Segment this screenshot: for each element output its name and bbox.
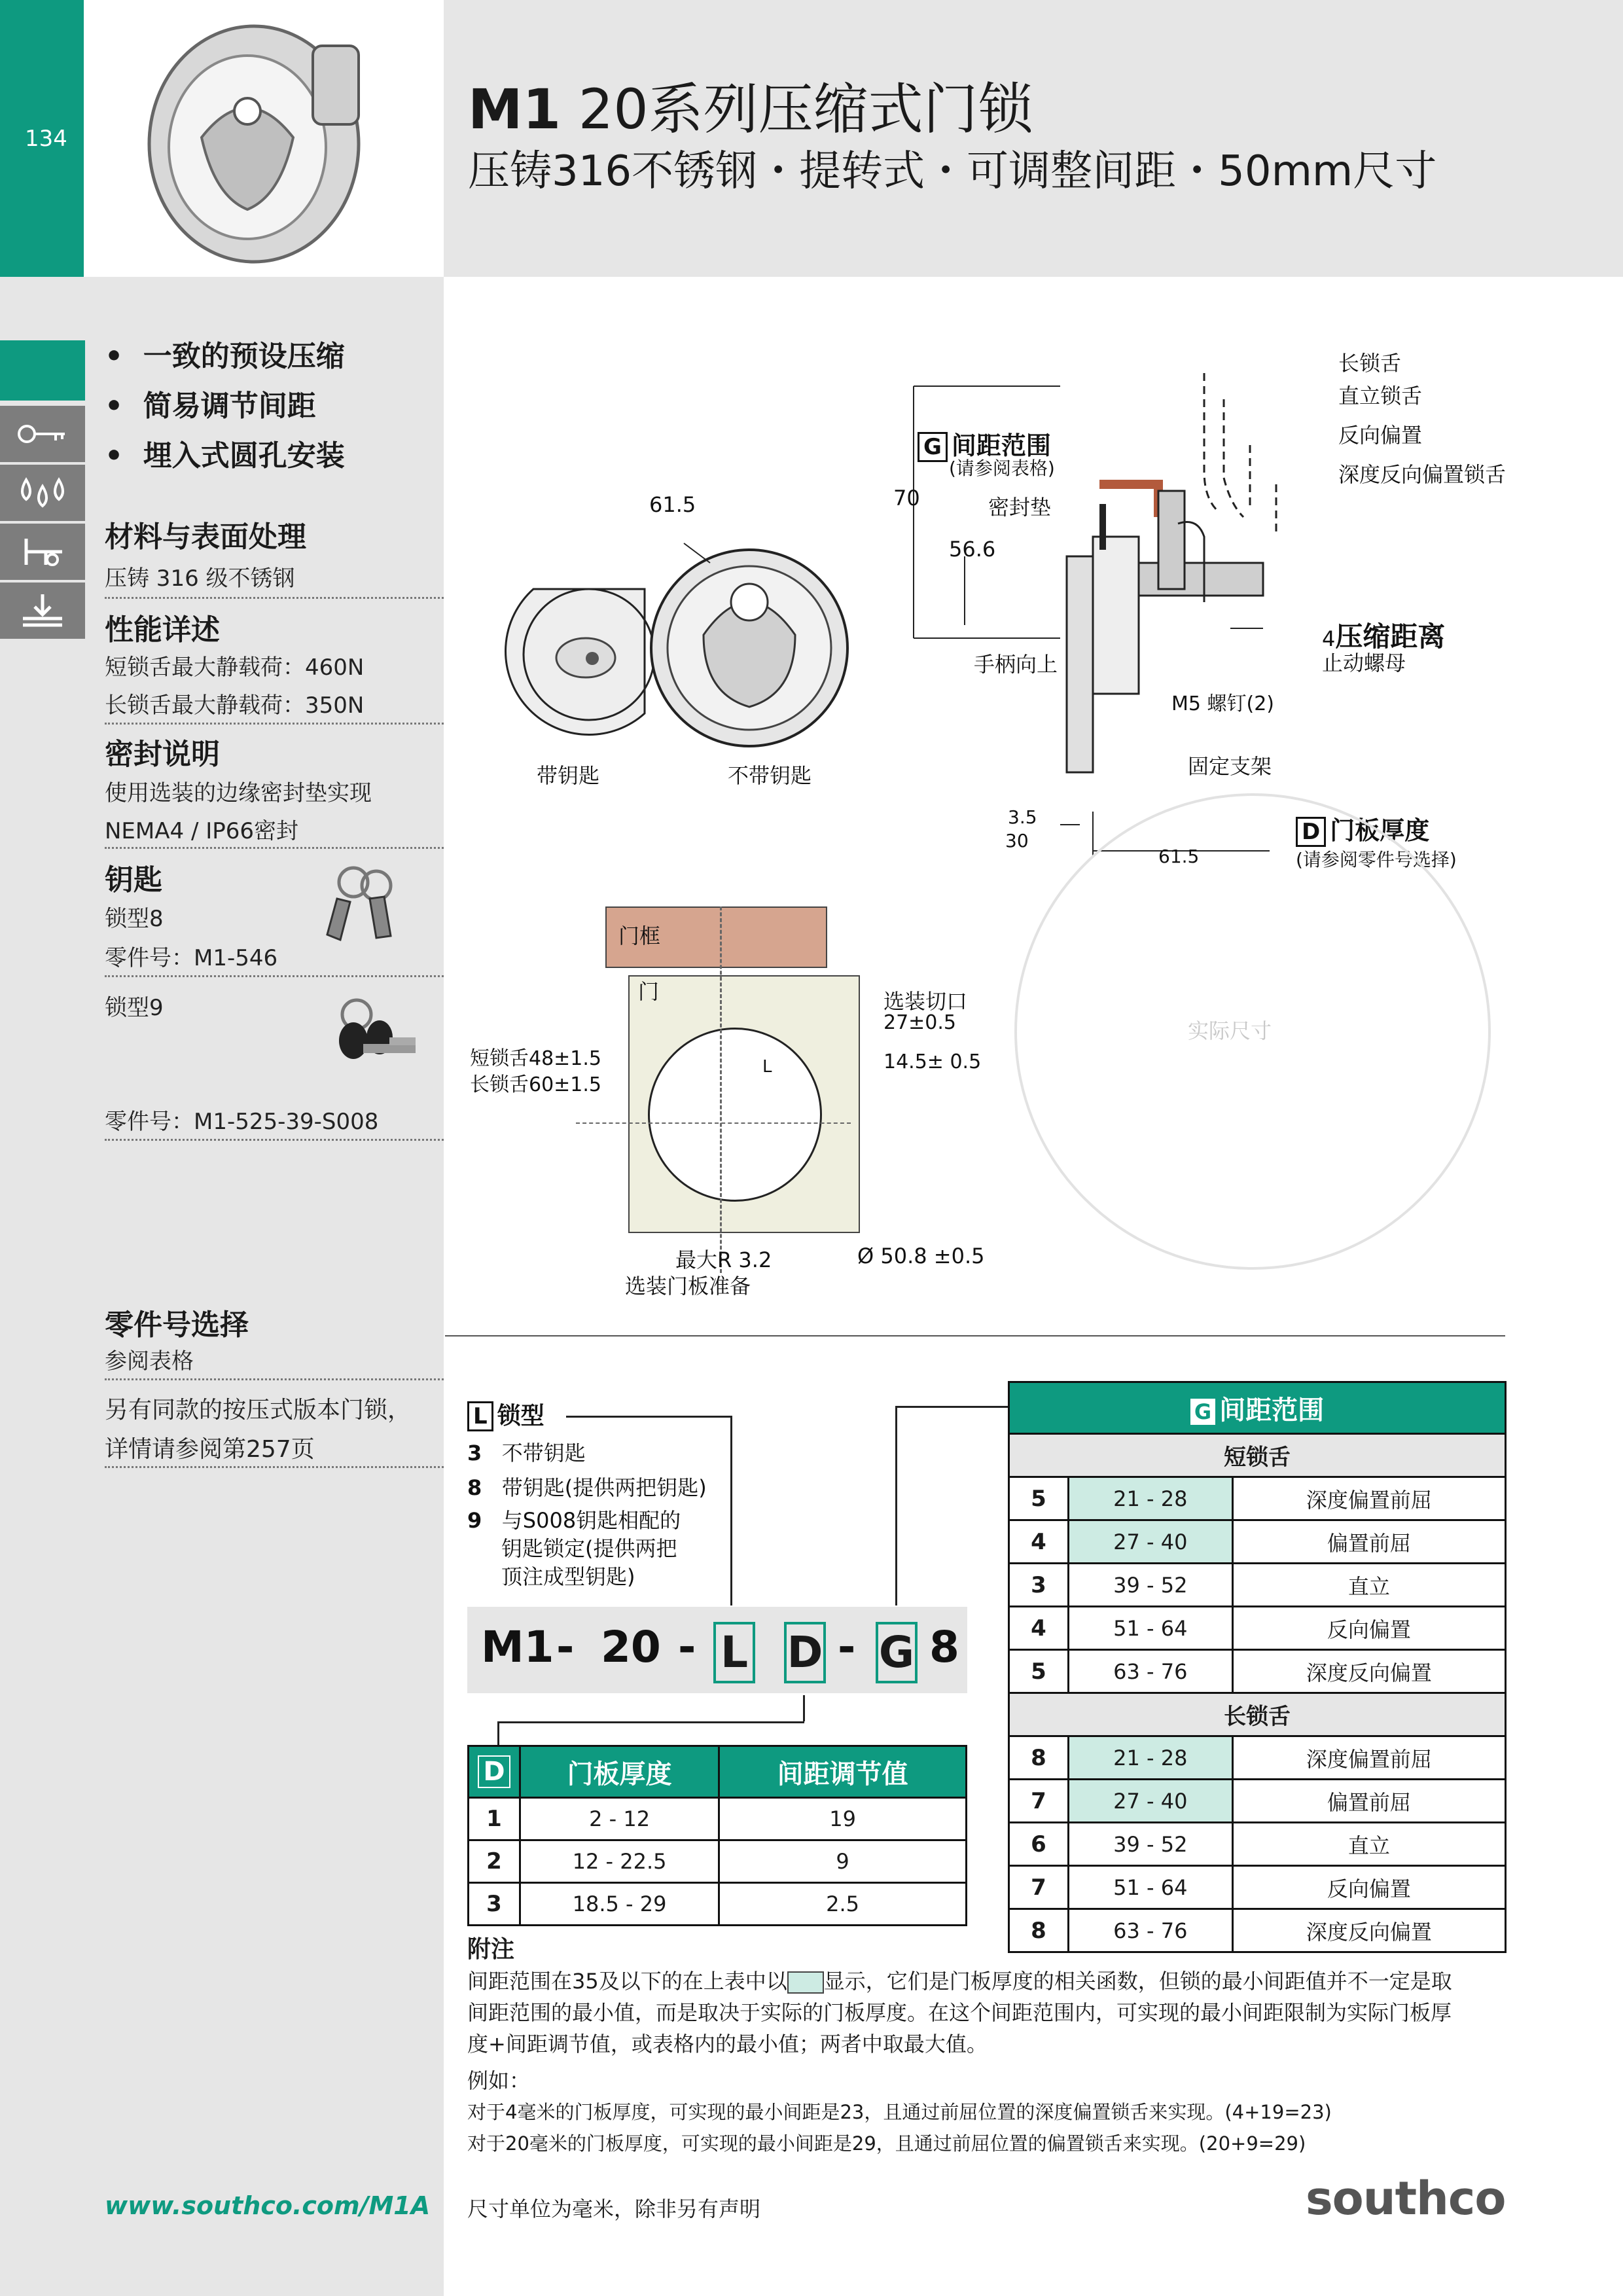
cell: 39 - 52: [1069, 1823, 1233, 1866]
website-link[interactable]: www.southco.com/M1A: [105, 2191, 431, 2220]
table-title: G 间距范围: [1009, 1382, 1506, 1434]
key-icon: [0, 406, 85, 462]
pn-prefix: M1: [481, 1622, 554, 1672]
lock-type-item-cont: 钥匙锁定(提供两把: [501, 1536, 677, 1561]
cell: 51 - 64: [1069, 1866, 1233, 1909]
table-row: [1009, 1477, 1506, 1520]
cell: 63 - 76: [1069, 1909, 1233, 1952]
optional-cutout-label: 选装切口: [883, 989, 968, 1014]
cutout-circle: [648, 1028, 822, 1202]
page-title: M1 20系列压缩式门锁: [468, 77, 1033, 141]
keys-heading: 钥匙: [105, 863, 162, 897]
performance-heading: 性能详述: [105, 613, 220, 647]
handle-up-label: 手柄向上: [974, 652, 1058, 677]
key-part-9: 零件号：M1-525-39-S008: [105, 1109, 379, 1135]
table-row: [1009, 1866, 1506, 1909]
latch-icon: [0, 524, 85, 580]
door-thickness-note: (请参阅零件号选择): [1296, 849, 1457, 870]
part-select-line: 参阅表格: [105, 1348, 194, 1374]
notes-paragraph: 度+间距调节值，或表格内的最小值；两者中取最大值。: [467, 2032, 988, 2056]
cell: 19: [719, 1798, 967, 1840]
pn-dash: -: [678, 1622, 696, 1672]
table-row: [1009, 1564, 1506, 1607]
door-thickness-label: D 门板厚度: [1296, 810, 1429, 847]
cell: 6: [1009, 1823, 1069, 1866]
units-note: 尺寸单位为毫米，除非另有声明: [467, 2197, 761, 2221]
dim-30: 30: [1005, 830, 1029, 852]
frame-label: 门框: [618, 924, 661, 948]
cell: 深度反向偏置: [1232, 1909, 1505, 1952]
notes-example: 对于20毫米的门板厚度，可实现的最小间距是29，且通过前屈位置的偏置锁舌来实现。(20+9=29): [467, 2132, 1306, 2155]
m5-screw-label: M5 螺钉(2): [1171, 692, 1275, 715]
cell: 27 - 40: [1069, 1520, 1233, 1564]
table-header: [469, 1746, 967, 1798]
table-row: [1009, 1607, 1506, 1650]
key-type-9: 锁型9: [105, 995, 164, 1021]
divider: [105, 1466, 444, 1468]
lock-type-item: 8 带钥匙(提供两把钥匙): [467, 1475, 707, 1500]
feature-bullet: • 埋入式圆孔安装: [105, 439, 345, 473]
grip-range-table: [1008, 1381, 1507, 1953]
cell: 8: [1009, 1909, 1069, 1952]
divider: [105, 1378, 444, 1380]
southco-logo: southco: [1306, 2172, 1506, 2225]
with-key-label: 带钥匙: [537, 763, 600, 788]
cell: 反向偏置: [1232, 1866, 1505, 1909]
connector-line: [566, 1416, 731, 1418]
feature-bullet: • 一致的预设压缩: [105, 340, 345, 373]
materials-heading: 材料与表面处理: [105, 520, 306, 554]
bracket-label: 固定支架: [1188, 754, 1272, 779]
cell: 8: [1009, 1736, 1069, 1780]
cell: 7: [1009, 1866, 1069, 1909]
door-label: 门: [638, 979, 660, 1004]
grip-range-note: (请参阅表格): [949, 457, 1055, 479]
cell: 12 - 22.5: [520, 1840, 719, 1883]
cell: 深度反向偏置: [1232, 1650, 1505, 1693]
connector-line: [730, 1416, 732, 1605]
cell: 1: [469, 1798, 520, 1840]
cell: 2 - 12: [520, 1798, 719, 1840]
dim-70: 70: [893, 486, 920, 511]
long-tongue-heading: 长锁舌: [1009, 1693, 1506, 1736]
part-select-line: 另有同款的按压式版本门锁，: [105, 1397, 412, 1424]
connector-line: [895, 1406, 897, 1605]
gasket-label: 密封垫: [988, 495, 1052, 520]
long-tongue-dim: 长锁舌60±1.5: [470, 1073, 602, 1096]
page-subtitle: 压铸316不锈钢・提转式・可调整间距・50mm尺寸: [468, 147, 1437, 196]
front-dim-61-5: 61.5: [649, 492, 696, 517]
cell: 18.5 - 29: [520, 1883, 719, 1926]
pn-series: 20: [601, 1622, 661, 1672]
table-subheader: [1009, 1434, 1506, 1477]
cell: 深度偏置前屈: [1232, 1477, 1505, 1520]
centerline: [720, 906, 722, 1273]
part-select-line: 详情请参阅第257页: [105, 1436, 315, 1463]
l-mark: L: [762, 1057, 772, 1077]
cell: 5: [1009, 1477, 1069, 1520]
deep-reverse-label: 深度反向偏置锁舌: [1338, 462, 1507, 487]
table-row: [469, 1840, 967, 1883]
reverse-offset-label: 反向偏置: [1338, 423, 1423, 448]
notes-paragraph: 间距范围在35及以下的在上表中以 显示，它们是门板厚度的相关函数，但锁的最小间距值并不一定是取: [467, 1969, 1452, 1994]
dim-61-5-side: 61.5: [1158, 846, 1200, 867]
cell: 偏置前屈: [1232, 1520, 1505, 1564]
connector-line: [803, 1695, 805, 1721]
lock-type-item: 3 不带钥匙: [467, 1441, 586, 1465]
short-tongue-dim: 短锁舌48±1.5: [470, 1047, 602, 1070]
pn-door-slot[interactable]: D: [784, 1622, 826, 1683]
cell: 39 - 52: [1069, 1564, 1233, 1607]
feature-bullet: • 简易调节间距: [105, 389, 316, 423]
highlight-swatch: [787, 1971, 824, 1994]
panel-prep-label: 选装门板准备: [625, 1274, 751, 1299]
dim-27: 27±0.5: [883, 1011, 957, 1034]
side-view-drawing: [903, 340, 1309, 867]
lock-type-heading: L 锁型: [467, 1397, 544, 1431]
table-row: [1009, 1823, 1506, 1866]
divider: [105, 1139, 444, 1141]
column-header: 门板厚度: [520, 1746, 719, 1798]
door-thickness-table: [467, 1745, 967, 1926]
cell: 深度偏置前屈: [1232, 1736, 1505, 1780]
short-tongue-heading: 短锁舌: [1009, 1434, 1506, 1477]
sidebar-accent: [0, 340, 85, 401]
compression-label: 4压缩距离: [1322, 620, 1446, 653]
cell: 9: [719, 1840, 967, 1883]
notes-example-heading: 例如：: [467, 2068, 531, 2093]
table-row: [1009, 1780, 1506, 1823]
max-radius-label: 最大R 3.2: [675, 1247, 772, 1272]
dim-3-5: 3.5: [1008, 806, 1037, 828]
cell: 偏置前屈: [1232, 1780, 1505, 1823]
key-type-8: 锁型8: [105, 906, 164, 932]
pn-lock-type-slot[interactable]: L: [713, 1622, 755, 1683]
pn-grip-slot[interactable]: G: [876, 1622, 918, 1683]
divider: [105, 597, 444, 599]
black-key-image: [324, 992, 422, 1073]
pn-dash: -: [838, 1622, 856, 1672]
performance-line: 短锁舌最大静载荷：460N: [105, 655, 365, 681]
cell: 直立: [1232, 1823, 1505, 1866]
table-letter: D: [469, 1746, 520, 1798]
table-header: [1009, 1382, 1506, 1434]
notes-section: [467, 1934, 1514, 2159]
key-part-8: 零件号：M1-546: [105, 945, 278, 971]
dim-14-5: 14.5± 0.5: [883, 1050, 982, 1073]
pn-suffix: 8: [929, 1622, 959, 1672]
notes-example: 对于4毫米的门板厚度，可实现的最小间距是23，且通过前屈位置的深度偏置锁舌来实现。(4+19=23): [467, 2101, 1332, 2123]
cell: 4: [1009, 1520, 1069, 1564]
cell: 4: [1009, 1607, 1069, 1650]
dim-56-6: 56.6: [949, 537, 996, 562]
without-key-label: 不带钥匙: [728, 763, 812, 788]
divider: [105, 723, 444, 725]
lock-type-item-cont: 顶注成型钥匙): [501, 1564, 635, 1589]
connector-line: [497, 1721, 499, 1745]
notes-paragraph: 间距范围的最小值，而是取决于实际的门板厚度。在这个间距范围内，可实现的最小间距限制为实际门板厚: [467, 2000, 1452, 2025]
materials-text: 压铸 316 级不锈钢: [105, 565, 295, 592]
connector-line: [497, 1721, 804, 1723]
pn-dash: -: [556, 1622, 575, 1672]
cell: 反向偏置: [1232, 1607, 1505, 1650]
table-subheader: [1009, 1693, 1506, 1736]
grip-range-label: G 间距范围: [918, 425, 1051, 462]
sealing-line: 使用选装的边缘密封垫实现: [105, 780, 372, 806]
mount-icon: [0, 583, 85, 639]
table-row: [1009, 1520, 1506, 1564]
centerline: [576, 1122, 851, 1124]
page-number: 134: [25, 126, 67, 152]
cell: 直立: [1232, 1564, 1505, 1607]
cell: 2: [469, 1840, 520, 1883]
table-row: [469, 1883, 967, 1926]
notes-heading: 附注: [467, 1936, 515, 1963]
cell: 3: [469, 1883, 520, 1926]
actual-size-label: 实际尺寸: [1188, 1018, 1272, 1043]
stop-nut-label: 止动螺母: [1322, 651, 1406, 675]
table-row: [1009, 1650, 1506, 1693]
sealing-heading: 密封说明: [105, 738, 220, 771]
cell: 3: [1009, 1564, 1069, 1607]
divider: [105, 847, 444, 849]
cell: 51 - 64: [1069, 1607, 1233, 1650]
section-divider: [445, 1335, 1505, 1336]
key-pair-image: [317, 863, 416, 963]
cell: 2.5: [719, 1883, 967, 1926]
divider: [105, 975, 444, 977]
cell: 21 - 28: [1069, 1477, 1233, 1520]
straight-tongue-label: 直立锁舌: [1338, 384, 1423, 408]
table-row: [1009, 1736, 1506, 1780]
performance-line: 长锁舌最大静载荷：350N: [105, 692, 365, 719]
cell: 7: [1009, 1780, 1069, 1823]
column-header: 间距调节值: [719, 1746, 967, 1798]
cell: 21 - 28: [1069, 1736, 1233, 1780]
cell: 5: [1009, 1650, 1069, 1693]
cell: 27 - 40: [1069, 1780, 1233, 1823]
front-view-drawing: [488, 497, 893, 781]
cell: 63 - 76: [1069, 1650, 1233, 1693]
diameter-label: Ø 50.8 ±0.5: [857, 1244, 985, 1268]
product-photo: [84, 0, 444, 277]
part-select-heading: 零件号选择: [105, 1308, 249, 1342]
table-row: [469, 1798, 967, 1840]
long-tongue-label: 长锁舌: [1338, 351, 1402, 376]
lock-type-item: 9 与S008钥匙相配的: [467, 1508, 681, 1533]
sealing-line: NEMA4 / IP66密封: [105, 818, 299, 844]
water-drops-icon: [0, 465, 85, 521]
